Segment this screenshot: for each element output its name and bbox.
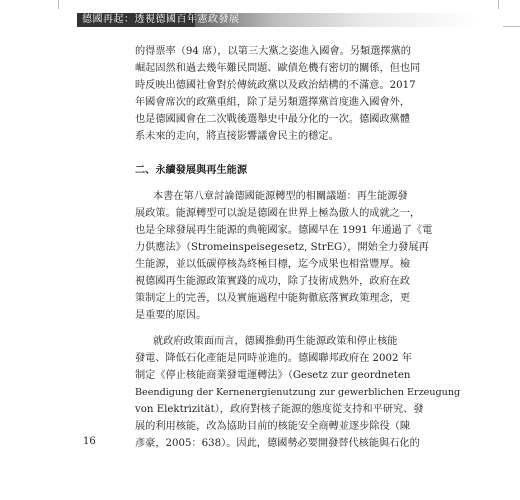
text-line: 就政府政策面而言，德國推動再生能源政策和停止核能 xyxy=(153,336,398,347)
text-line: Beendigung der Kernenergienutzung zur gewerblichen Erzeugung xyxy=(135,387,461,398)
section-heading: 二、永續發展與再生能源 xyxy=(135,165,248,176)
text-line: 展的利用核能，改為協助目前的核能安全商轉並逐步除役（陳 xyxy=(135,421,411,432)
text-line: 也是全球發展再生能源的典範國家。德國早在 1991 年通過了《電 xyxy=(135,225,433,236)
text-line: 展政策。能源轉型可以說是德國在世界上極為傲人的成就之一， xyxy=(135,208,421,219)
text-line: 時反映出德國社會對於傳統政黨以及政治結構的不滿意。2017 xyxy=(135,80,416,91)
text-line: 系未來的走向，將直接影響議會民主的穩定。 xyxy=(135,131,339,142)
text-line: 也是德國國會在二次戰後選舉史中最分化的一次。德國政黨體 xyxy=(135,114,411,125)
crop-mark-top-right xyxy=(498,0,499,9)
text-line: 視德國再生能源政策實踐的成功，除了技術成熟外，政府在政 xyxy=(135,276,411,287)
text-line: 年國會席次的政黨重組，除了是另類選擇黨首度進入國會外， xyxy=(135,97,411,108)
text-line: 本書在第八章討論德國能源轉型的相關議題：再生能源發 xyxy=(153,191,408,202)
running-header xyxy=(77,13,477,27)
text-line: 制定《停止核能商業發電運轉法》（Gesetz zur geordneten xyxy=(135,370,411,381)
text-line: 是重要的原因。 xyxy=(135,310,207,321)
header-title: 德國再起：透視德國百年憲政發展 xyxy=(82,14,240,25)
text-line: 生能源，並以低碳停核為終極目標，迄今成果也相當豐厚。檢 xyxy=(135,259,411,270)
crop-mark-top-left xyxy=(58,0,59,9)
text-line: 崛起固然和過去幾年難民問題、歐債危機有密切的關係，但也同 xyxy=(135,63,421,74)
text-line: 策制定上的完善，以及實施過程中能夠徹底落實政策理念，更 xyxy=(135,293,411,304)
text-line: 發電、降低石化產能是同時並進的。德國聯邦政府在 2002 年 xyxy=(135,353,412,364)
text-line: 力供應法》（Stromeinspeisegesetz, StrEG），開始全力發展再 xyxy=(135,242,429,253)
text-line: 彥豪，2005：638）。因此，德國勢必要開發替代核能與石化的 xyxy=(135,438,420,449)
crop-mark-top-right-h xyxy=(503,26,520,27)
text-line: von Elektrizität），政府對核子能源的態度從支持和平研究、發 xyxy=(135,404,424,415)
page-number: 16 xyxy=(83,436,96,447)
text-line: 的得票率（94 席），以第三大黨之姿進入國會。另類選擇黨的 xyxy=(135,46,411,57)
